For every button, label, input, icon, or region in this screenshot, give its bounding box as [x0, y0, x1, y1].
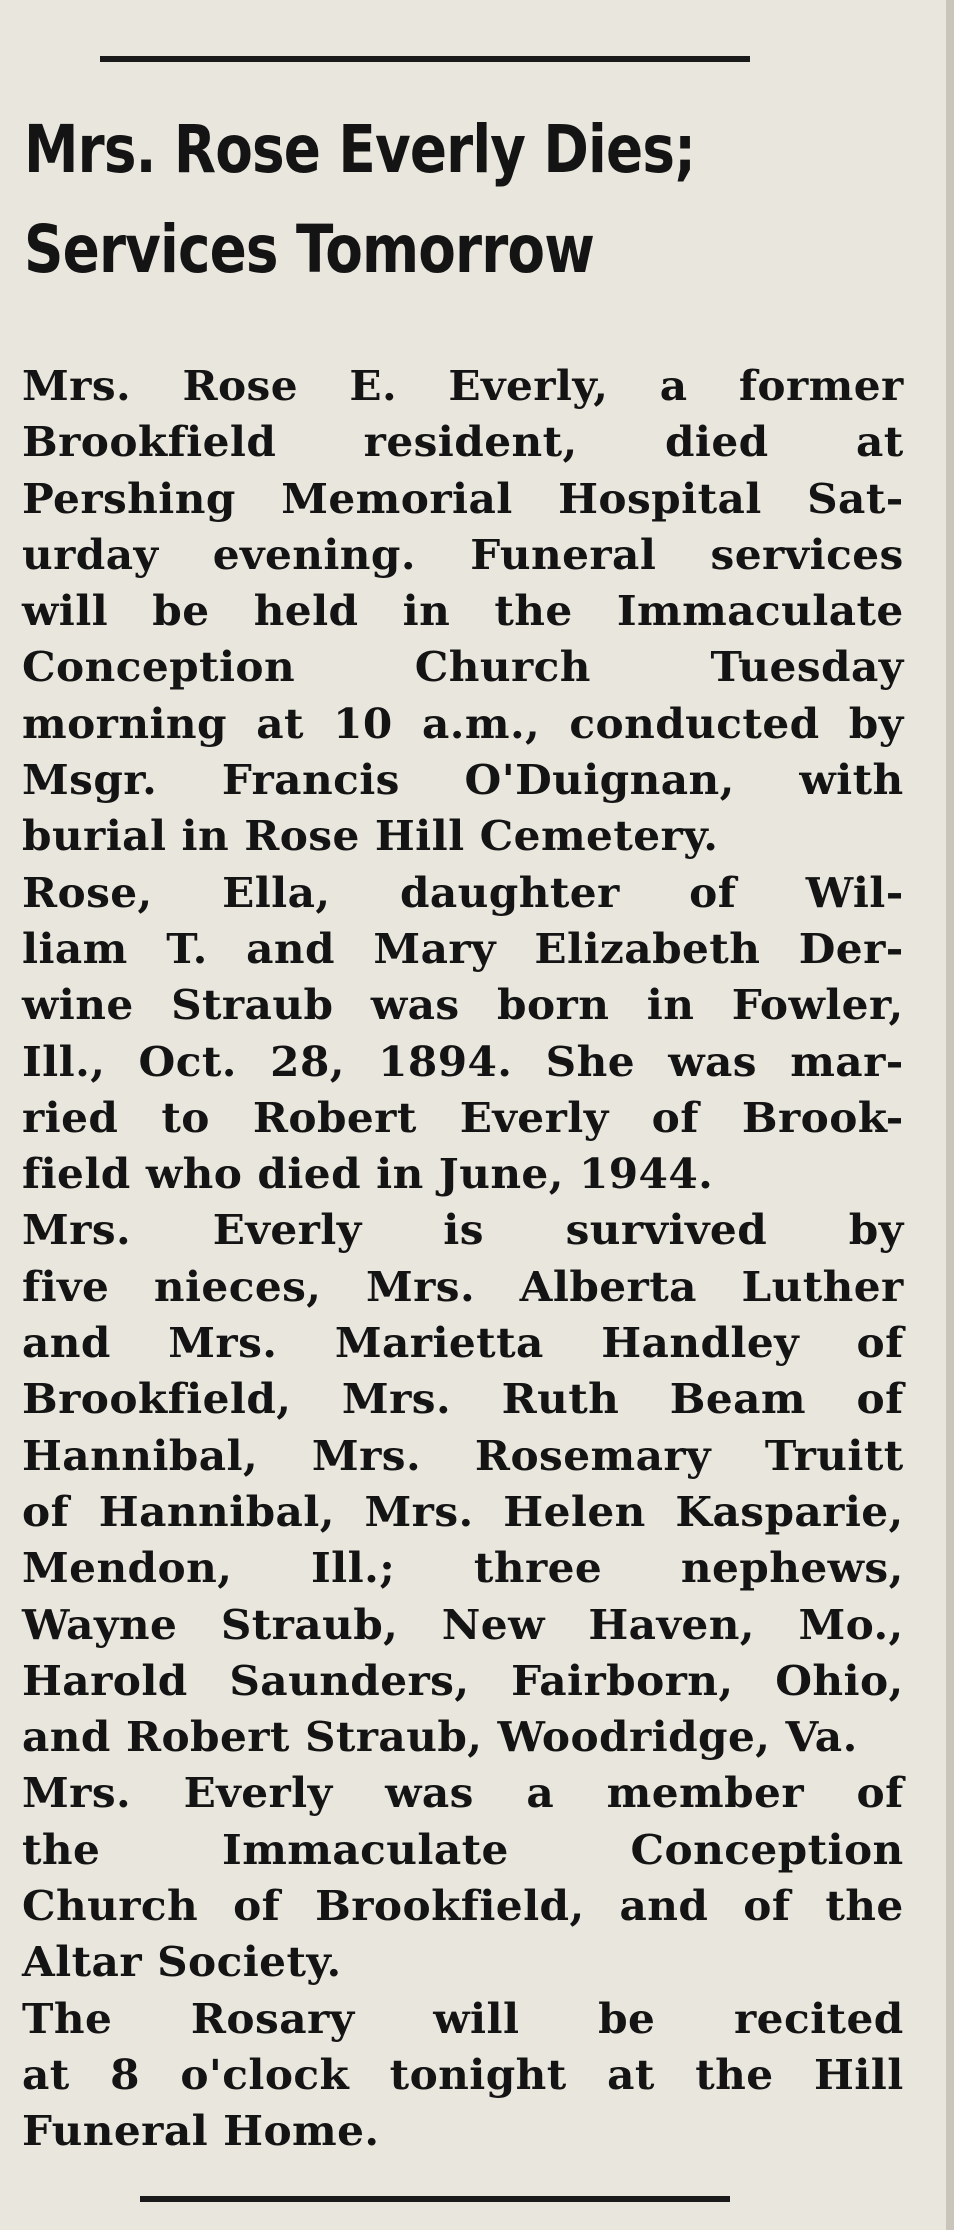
article-line: and Robert Straub, Woodridge, Va. [22, 1713, 858, 1762]
article-line: Mendon, Ill.; three nephews, [22, 1544, 904, 1593]
article-line: Church of Brookfield, and of the [22, 1882, 904, 1931]
article-line: the Immaculate Conception [22, 1825, 904, 1874]
article-line: five nieces, Mrs. Alberta Luther [22, 1262, 904, 1311]
article-line: Ill., Oct. 28, 1894. She was mar- [22, 1037, 904, 1086]
article-line: Brookfield, Mrs. Ruth Beam of [22, 1375, 904, 1424]
article-line: Wayne Straub, New Haven, Mo., [22, 1600, 904, 1649]
paper-edge [946, 0, 954, 2230]
headline [24, 100, 779, 300]
article-line: Altar Society. [22, 1938, 342, 1987]
article-line: Harold Saunders, Fairborn, Ohio, [22, 1656, 904, 1705]
article-line: Brookfield resident, died at [22, 418, 904, 467]
article-line: field who died in June, 1944. [22, 1150, 714, 1199]
article-line: urday evening. Funeral services [22, 530, 904, 579]
top-rule [100, 56, 750, 62]
article-line: Pershing Memorial Hospital Sat- [22, 474, 904, 523]
article-line: Mrs. Rose E. Everly, a former [22, 362, 904, 410]
headline-line-1: Mrs. Rose Everly Dies; [24, 111, 696, 188]
article-line: Mrs. Everly is survived by [22, 1206, 904, 1255]
article-line: Mrs. Everly was a member of [22, 1769, 904, 1818]
article-line: wine Straub was born in Fowler, [22, 981, 904, 1030]
article-line: The Rosary will be recited [22, 1994, 904, 2043]
headline-line-2: Services Tomorrow [24, 211, 595, 288]
bottom-rule [140, 2196, 730, 2202]
article-line: Rose, Ella, daughter of Wil- [22, 868, 904, 917]
article-line: morning at 10 a.m., conducted by [22, 699, 904, 748]
article-line: of Hannibal, Mrs. Helen Kasparie, [22, 1487, 904, 1536]
article-line: Conception Church Tuesday [22, 643, 904, 692]
article-body [22, 358, 904, 2160]
article-line: Msgr. Francis O'Duignan, with [22, 756, 904, 805]
article-line: liam T. and Mary Elizabeth Der- [22, 924, 904, 973]
article-line: will be held in the Immaculate [22, 587, 904, 636]
article-line: at 8 o'clock tonight at the Hill [22, 2050, 904, 2099]
article-line: ried to Robert Everly of Brook- [22, 1093, 904, 1142]
article-line: and Mrs. Marietta Handley of [22, 1319, 904, 1368]
article-line: burial in Rose Hill Cemetery. [22, 812, 719, 861]
article-line: Hannibal, Mrs. Rosemary Truitt [22, 1431, 904, 1480]
article-line: Funeral Home. [22, 2107, 380, 2156]
